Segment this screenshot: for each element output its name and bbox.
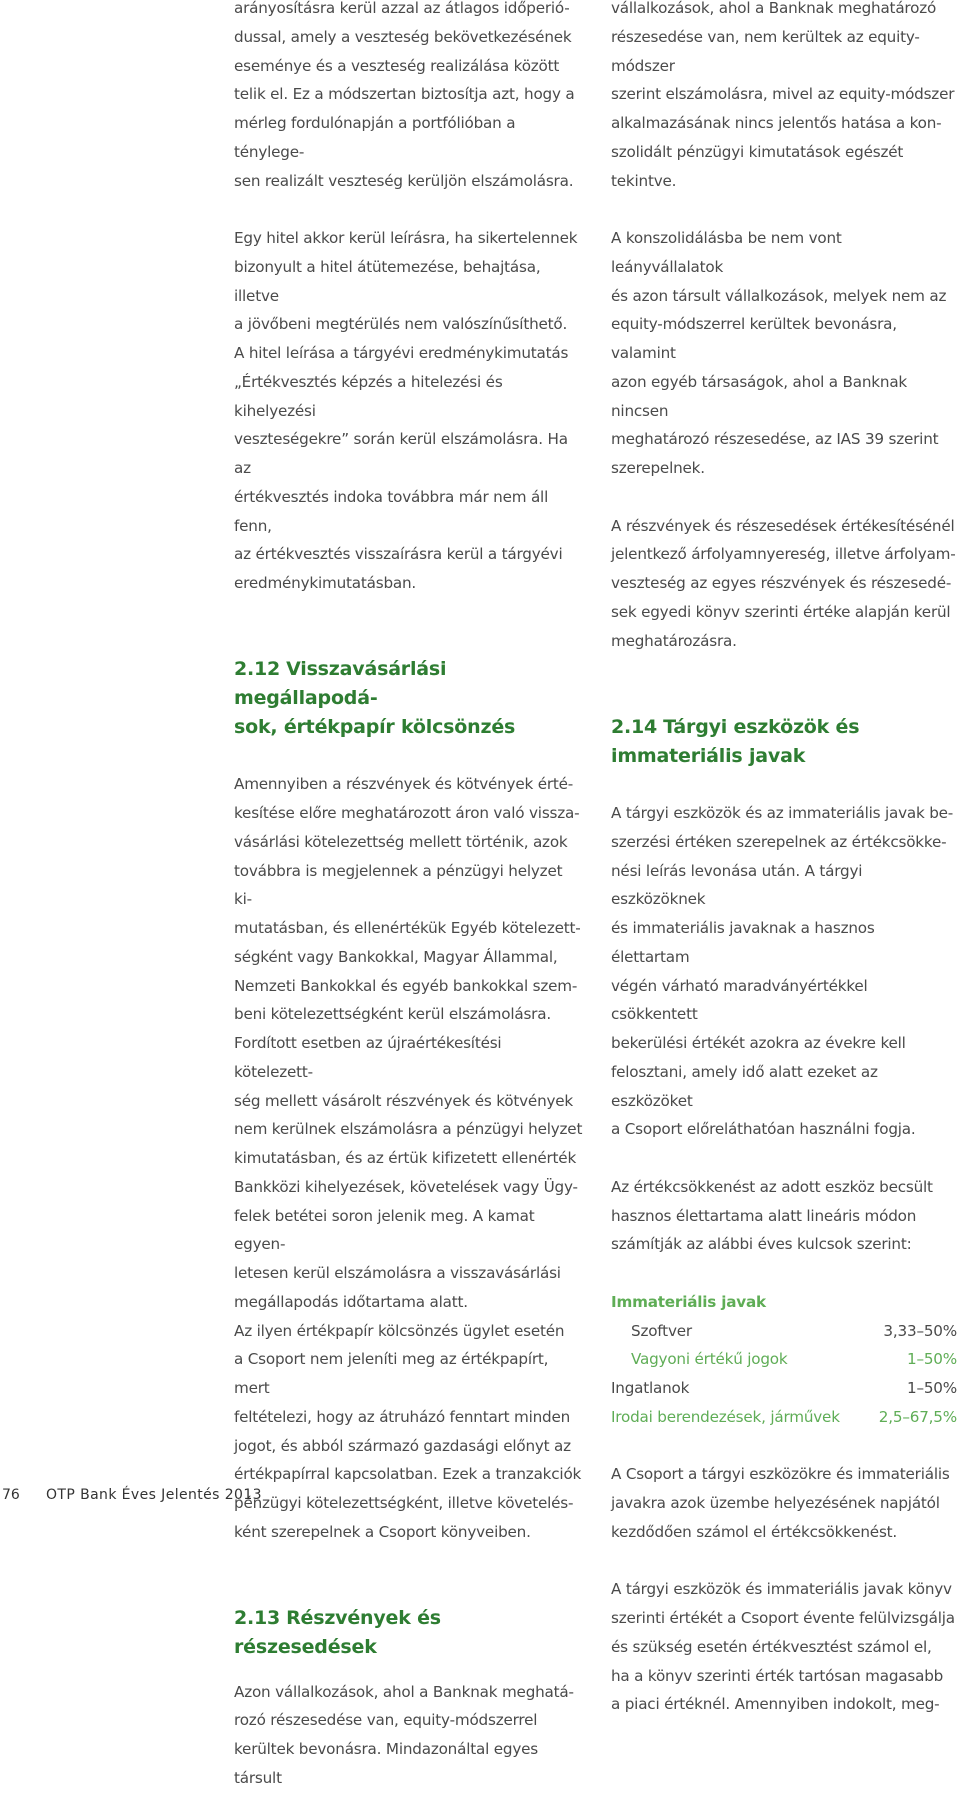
text-line: Nemzeti Bankokkal és egyéb bankokkal szem- xyxy=(234,976,578,995)
section-title: Tárgyi eszközök és xyxy=(663,715,860,738)
text-line: meghatározó részesedése, az IAS 39 szerint xyxy=(611,430,939,449)
text-line: telik el. Ez a módszertan biztosítja azt, hogy a xyxy=(234,85,575,104)
text-line: A konszolidálásba be nem vont leányvállalatok xyxy=(611,229,842,276)
text-line: jelentkező árfolyamnyereség, illetve árfolyam- xyxy=(611,545,956,564)
text-line: végén várható maradványértékkel csökkentett xyxy=(611,976,868,1024)
text-line: eseménye és a veszteség realizálása között xyxy=(234,56,560,75)
text-line: a jövőbeni megtérülés nem valószínűsíthető. xyxy=(234,315,568,334)
text-line: Amennyiben a részvények és kötvények érté- xyxy=(234,775,574,794)
text-line: „Értékvesztés képzés a hitelezési és kihelyezési xyxy=(234,372,503,420)
text-line: Azon vállalkozások, ahol a Banknak meghatá- xyxy=(234,1682,574,1701)
text-line: Fordított esetben az újraértékesítési kötelezett- xyxy=(234,1034,502,1081)
text-line: felek betétei soron jelenik meg. A kamat egyen- xyxy=(234,1206,535,1254)
text-line: kimutatásban, és az értük kifizetett ellenérték xyxy=(234,1149,577,1167)
text-line: bekerülési értékét azokra az évekre kell xyxy=(611,1034,906,1052)
text-line: Egy hitel akkor kerül leírásra, ha sikertelennek xyxy=(234,229,578,247)
publication-title: OTP Bank Éves Jelentés 2013 xyxy=(46,1487,262,1503)
left-column xyxy=(234,0,584,1793)
text-line: továbbra is megjelennek a pénzügyi helyzet ki- xyxy=(234,861,563,909)
text-line: szerepelnek. xyxy=(611,459,705,477)
text-line: és azon társult vállalkozások, melyek nem az xyxy=(611,286,947,305)
rate-label: Vagyoni értékű jogok xyxy=(631,1350,788,1369)
text-line: vásárlási kötelezettség mellett történik, azok xyxy=(234,832,568,851)
text-line: A tárgyi eszközök és immateriális javak könyv xyxy=(611,1580,952,1599)
text-line: A Csoport a tárgyi eszközökre és immateriális xyxy=(611,1465,950,1484)
table-row xyxy=(611,1345,957,1374)
text-line: A hitel leírása a tárgyévi eredménykimutatás xyxy=(234,344,569,362)
subsidiaries-paragraph xyxy=(611,224,957,483)
section-number: 2.14 xyxy=(611,715,658,738)
text-line: ha a könyv szerinti érték tartósan magasabb xyxy=(611,1666,944,1685)
text-line: a piaci értéknél. Amennyiben indokolt, meg- xyxy=(611,1695,940,1714)
section-number: 2.12 xyxy=(234,658,281,681)
text-line: arányosításra kerül azzal az átlagos időperió- xyxy=(234,0,570,17)
text-line: értékvesztés indoka továbbra már nem áll fenn, xyxy=(234,487,549,535)
table-row xyxy=(611,1374,957,1403)
text-line: kesítése előre meghatározott áron való vissza- xyxy=(234,804,580,822)
section-2-14 xyxy=(611,713,957,1719)
text-line: értékpapírral kapcsolatban. Ezek a tranzakciók xyxy=(234,1465,582,1484)
section-heading xyxy=(611,713,957,742)
text-line: számítják az alábbi éves kulcsok szerint: xyxy=(611,1235,912,1254)
text-line: mérleg fordulónapján a portfólióban a ténylege- xyxy=(234,114,516,161)
gain-loss-paragraph xyxy=(611,512,957,656)
equity-paragraph xyxy=(611,0,957,195)
rates-heading: Immateriális javak xyxy=(611,1292,766,1311)
text-line: ségként vagy Bankokkal, Magyar Állammal, xyxy=(234,947,558,966)
text-line: az értékvesztés visszaírásra kerül a tárgyévi xyxy=(234,545,563,564)
writeoff-paragraph xyxy=(234,224,584,598)
text-line: a Csoport nem jeleníti meg az értékpapírt, mert xyxy=(234,1350,549,1397)
section-heading xyxy=(234,655,584,713)
text-line: eredménykimutatásban. xyxy=(234,574,417,592)
text-line: A részvények és részesedések értékesítésénél xyxy=(611,516,955,535)
text-line: nési leírás levonása után. A tárgyi eszközöknek xyxy=(611,861,863,909)
depreciation-rates-table xyxy=(611,1317,957,1432)
text-line: hasznos élettartama alatt lineáris módon xyxy=(611,1206,917,1225)
text-line: megállapodás időtartama alatt. xyxy=(234,1292,468,1311)
section-title: immateriális javak xyxy=(611,744,806,767)
page-number: 76 xyxy=(2,1487,20,1503)
text-line: veszteség az egyes részvények és részesedé- xyxy=(611,574,952,592)
text-line: részesedése van, nem kerültek az equity-módszer xyxy=(611,27,920,75)
section-2-12 xyxy=(234,655,584,1546)
text-line: pénzügyi kötelezettségként, illetve követelés- xyxy=(234,1494,574,1512)
text-line: sen realizált veszteség kerüljön elszámolásra. xyxy=(234,171,574,190)
text-line: szerzési értéken szerepelnek az értékcsökke- xyxy=(611,832,947,851)
text-line: rozó részesedése van, equity-módszerrel xyxy=(234,1711,538,1730)
text-line: szerint elszámolásra, mivel az equity-módszer xyxy=(611,85,955,104)
text-line: azon egyéb társaságok, ahol a Banknak nincsen xyxy=(611,372,908,420)
section-title: Visszavásárlási megállapodá- xyxy=(234,658,447,709)
text-line: alkalmazásának nincs jelentős hatása a kon- xyxy=(611,114,942,132)
text-line: meghatározásra. xyxy=(611,631,737,650)
table-row xyxy=(611,1403,957,1432)
text-line: ként szerepelnek a Csoport könyveiben. xyxy=(234,1522,531,1541)
text-line: és immateriális javaknak a hasznos élettartam xyxy=(611,919,875,966)
text-line: szerinti értékét a Csoport évente felülvizsgálja xyxy=(611,1609,955,1627)
text-line: felosztani, amely idő alatt ezeket az eszközöket xyxy=(611,1062,878,1110)
rate-label: Irodai berendezések, járművek xyxy=(611,1407,840,1426)
text-line: szolidált pénzügyi kimutatások egészét tekintve. xyxy=(611,142,904,190)
text-line: sek egyedi könyv szerinti értéke alapján kerül xyxy=(611,602,951,621)
text-line: letesen kerül elszámolásra a visszavásárlási xyxy=(234,1264,561,1282)
intro-paragraph xyxy=(234,0,584,195)
table-row xyxy=(611,1317,957,1346)
section-heading xyxy=(234,1604,584,1662)
rate-value: 2,5–67,5% xyxy=(878,1407,957,1426)
text-line: bizonyult a hitel átütemezése, behajtása, illetve xyxy=(234,257,541,305)
text-line: mutatásban, és ellenértékük Egyéb kötelezett- xyxy=(234,919,581,937)
text-line: ség mellett vásárolt részvények és kötvények xyxy=(234,1091,574,1110)
text-line: veszteségekre” során kerül elszámolásra. Ha az xyxy=(234,430,568,477)
rate-label: Szoftver xyxy=(631,1321,692,1340)
text-line: beni kötelezettségként kerül elszámolásra. xyxy=(234,1005,551,1024)
rate-value: 1–50% xyxy=(906,1379,957,1397)
text-line: a Csoport előreláthatóan használni fogja. xyxy=(611,1120,916,1139)
section-title: Részvények és részesedések xyxy=(234,1607,441,1658)
text-line: kezdődően számol el értékcsökkenést. xyxy=(611,1522,898,1541)
text-line: Az értékcsökkenést az adott eszköz becsült xyxy=(611,1177,933,1196)
rate-value: 3,33–50% xyxy=(883,1321,957,1340)
text-line: jogot, és abból származó gazdasági előnyt az xyxy=(234,1436,571,1455)
text-line: és szükség esetén értékvesztést számol el, xyxy=(611,1637,932,1656)
rate-label: Ingatlanok xyxy=(611,1379,690,1397)
right-column xyxy=(611,0,957,1719)
text-line: vállalkozások, ahol a Banknak meghatározó xyxy=(611,0,937,17)
text-line: feltételezi, hogy az átruházó fenntart minden xyxy=(234,1407,571,1426)
text-line: javakra azok üzembe helyezésének napjától xyxy=(611,1494,940,1512)
text-line: Az ilyen értékpapír kölcsönzés ügylet esetén xyxy=(234,1321,565,1340)
section-2-13 xyxy=(234,1604,584,1793)
text-line: Bankközi kihelyezések, követelések vagy Ügy- xyxy=(234,1177,578,1196)
text-line: kerültek bevonásra. Mindazonáltal egyes társult xyxy=(234,1740,538,1787)
text-line: equity-módszerrel kerültek bevonásra, valamint xyxy=(611,315,897,362)
section-number: 2.13 xyxy=(234,1607,281,1629)
section-title: sok, értékpapír kölcsönzés xyxy=(234,715,516,738)
text-line: nem kerülnek elszámolásra a pénzügyi helyzet xyxy=(234,1120,583,1139)
text-line: A tárgyi eszközök és az immateriális javak be- xyxy=(611,804,954,822)
rate-value: 1–50% xyxy=(906,1350,957,1369)
text-line: dussal, amely a veszteség bekövetkezésének xyxy=(234,27,572,46)
